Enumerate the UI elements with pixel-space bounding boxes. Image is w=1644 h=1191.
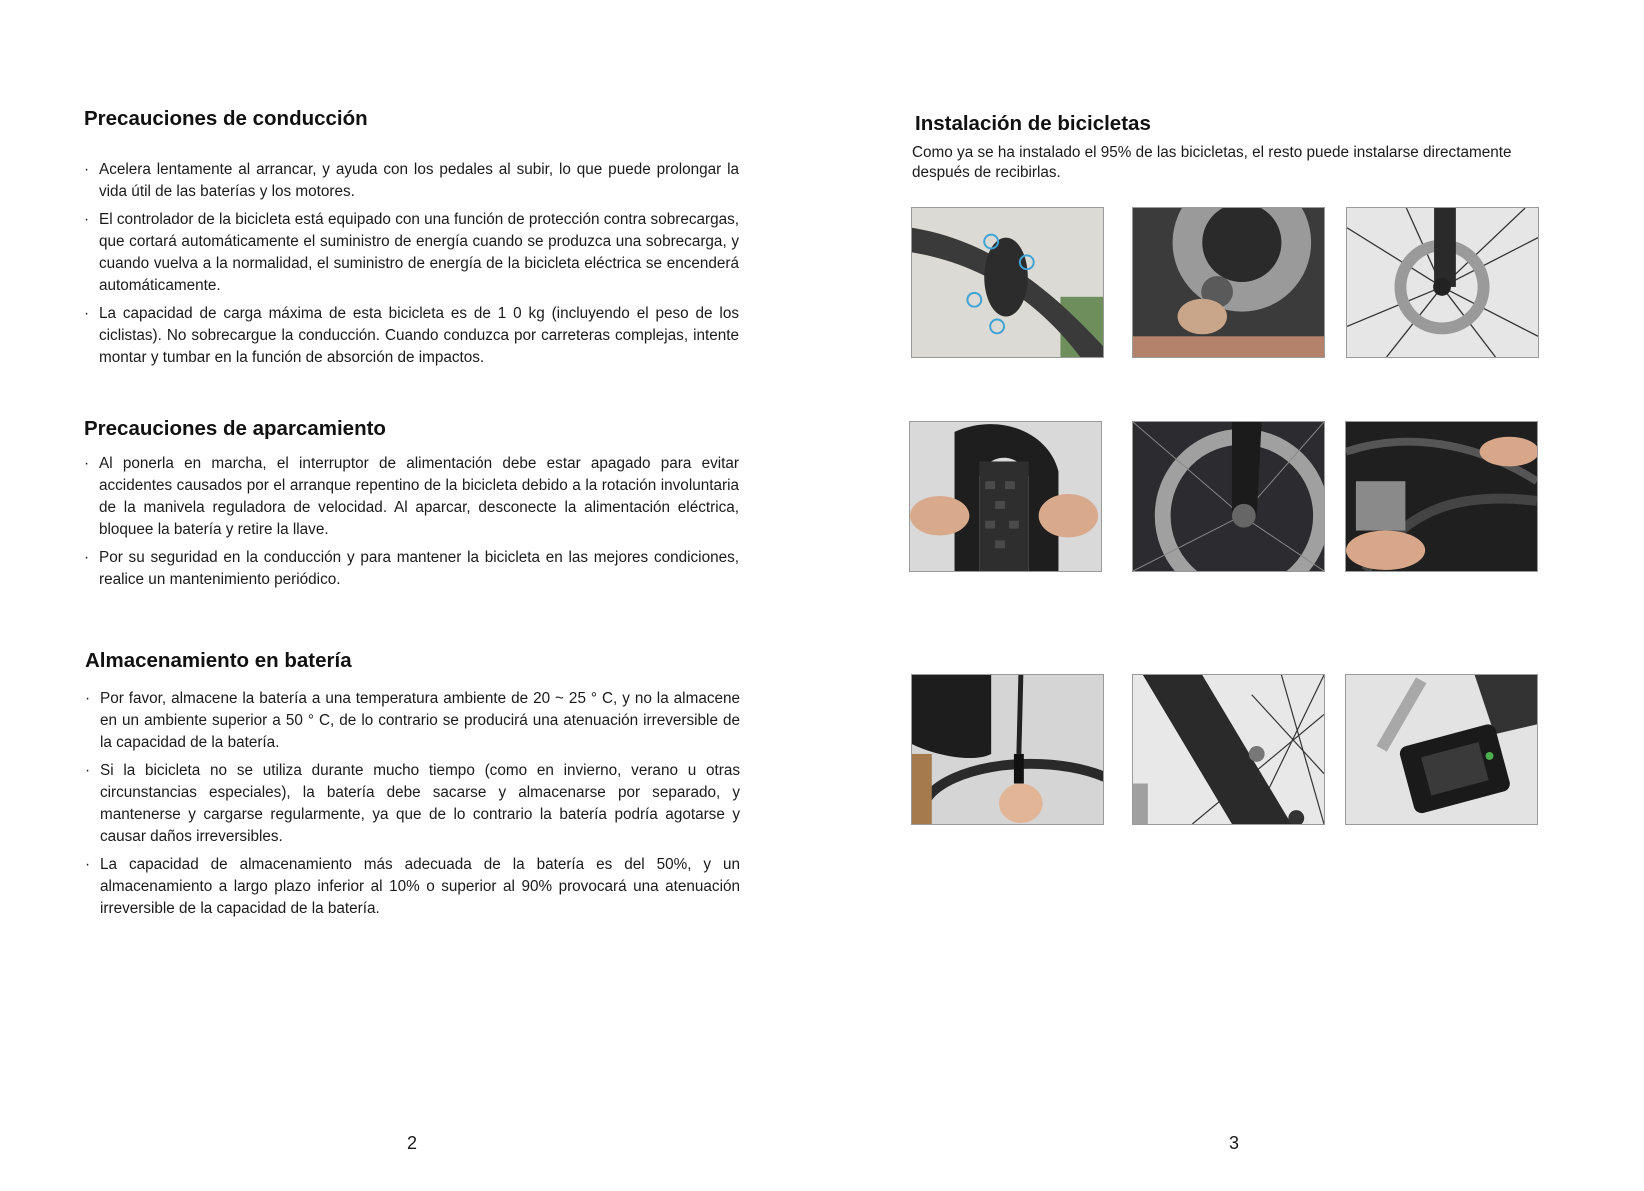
list-item: · Al ponerla en marcha, el interruptor de alimentación debe estar apagado para evitar accidentes causados por el arranque repentino de la bicicleta debido a la rotación involuntaria de la manivela reguladora de velocidad. Al aparcar, desconecte la alimentación eléctrica, bloquee la batería y retire la llave. — [84, 453, 739, 541]
photo-disc-axle — [1132, 207, 1325, 358]
photo-brake-caliper-hand — [1345, 421, 1538, 572]
list-item: · La capacidad de almacenamiento más adecuada de la batería es del 50%, y un almacenamiento a largo plazo inferior al 10% o superior al 90% provocará una atenuación irreversible de la capacidad de la batería. — [85, 854, 740, 920]
list-item: · La capacidad de carga máxima de esta bicicleta es de 1 0 kg (incluyendo el peso de los ciclistas). No sobrecargue la conducción. Cuando conduzca por carreteras complejas, intente montar y tumbar en la función de absorción de impactos. — [84, 303, 739, 369]
page-number-right: 3 — [1229, 1133, 1240, 1153]
list-item: · Por su seguridad en la conducción y para mantener la bicicleta en las mejores condiciones, realice un mantenimiento periódico. — [84, 547, 739, 591]
list-item: · El controlador de la bicicleta está equipado con una función de protección contra sobrecargas, que cortará automáticamente el suministro de energía cuando se produzca una sobrecarga, y cuando vuelva a la normalidad, el suministro de energía de la bicicleta eléctrica se encenderá automáticamente. — [84, 209, 739, 297]
photo-handlebar-clamp — [911, 207, 1104, 358]
section-title-riding: Precauciones de conducción — [84, 107, 368, 130]
list-item: · Por favor, almacene la batería a una temperatura ambiente de 20 ~ 25 ° C, y no la almacene en un ambiente superior a 50 ° C, de lo contrario se producirá una atenuación irreversible de la capacidad de la batería. — [85, 688, 740, 754]
photo-front-axle-disc — [1132, 421, 1325, 572]
photo-fork-wheel — [1132, 674, 1325, 825]
installation-intro: Como ya se ha instalado el 95% de las bicicletas, el resto puede instalarse directamente después de recibirlas. — [912, 144, 1512, 181]
section-title-battery: Almacenamiento en batería — [85, 649, 352, 672]
battery-list — [85, 688, 740, 926]
section-title-installation: Instalación de bicicletas — [915, 112, 1151, 135]
photo-front-wheel-brake — [1346, 207, 1539, 358]
parking-list — [84, 453, 739, 597]
section-title-parking: Precauciones de aparcamiento — [84, 417, 386, 440]
page-number-left: 2 — [407, 1133, 418, 1153]
photo-cable-connector — [911, 674, 1104, 825]
list-item: · Si la bicicleta no se utiliza durante mucho tiempo (como en invierno, verano u otras circunstancias especiales), la batería debe sacarse y almacenarse por separado, y mantenerse y cargarse regularmente, ya que de lo contrario la batería podría agotarse y causar daños irreversibles. — [85, 760, 740, 848]
list-item: · Acelera lentamente al arrancar, y ayuda con los pedales al subir, lo que puede prolongar la vida útil de las baterías y los motores. — [84, 159, 739, 203]
photo-fender-tire — [909, 421, 1102, 572]
photo-pedal-wrench — [1345, 674, 1538, 825]
riding-list — [84, 159, 739, 375]
